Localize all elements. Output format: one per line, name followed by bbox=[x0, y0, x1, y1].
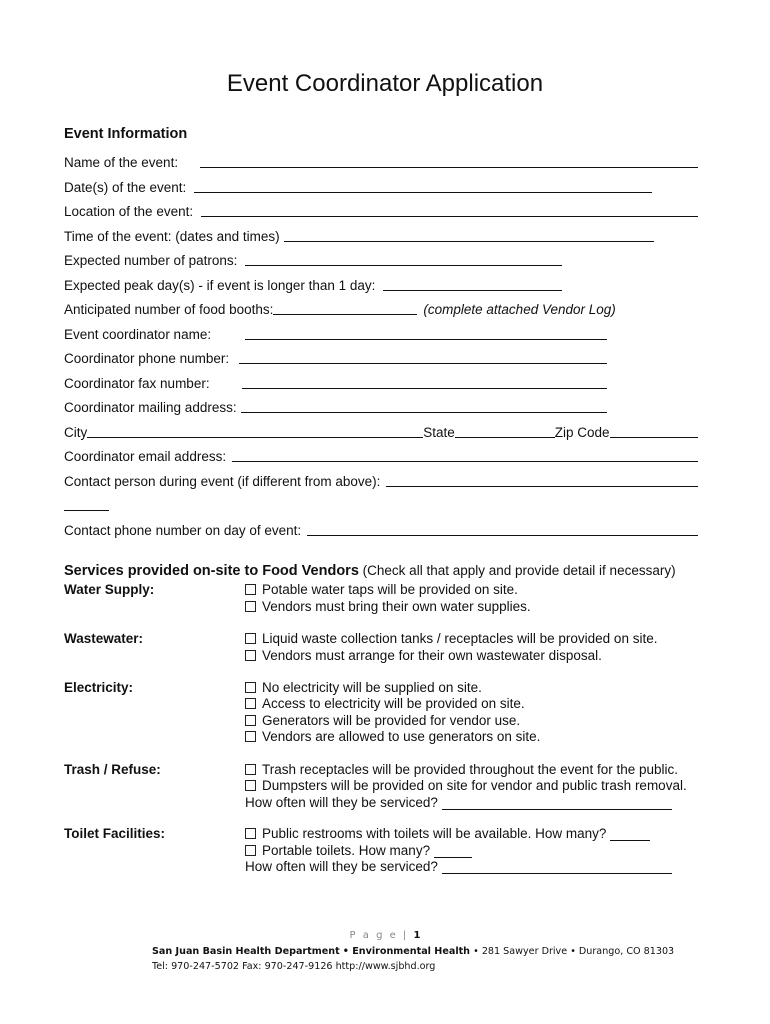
services-heading: Services provided on-site to Food Vendors bbox=[64, 563, 359, 579]
city-label: City bbox=[64, 425, 88, 440]
coordinator-phone-row bbox=[64, 346, 607, 366]
water-option-2[interactable] bbox=[245, 598, 531, 615]
checkbox[interactable] bbox=[245, 633, 256, 644]
services-heading-row bbox=[64, 563, 676, 579]
page-title: Event Coordinator Application bbox=[226, 70, 544, 97]
checkbox[interactable] bbox=[245, 731, 256, 742]
peak-days-row bbox=[64, 273, 562, 293]
wastewater-option-2[interactable] bbox=[245, 647, 602, 664]
event-time-row bbox=[64, 224, 654, 244]
electricity-label: Electricity: bbox=[64, 680, 134, 695]
event-time-field[interactable] bbox=[284, 227, 654, 242]
electricity-option-3[interactable] bbox=[245, 712, 520, 729]
checkbox[interactable] bbox=[245, 780, 256, 791]
contact-phone-field[interactable] bbox=[307, 521, 698, 536]
option-text: Access to electricity will be provided on site. bbox=[262, 696, 525, 711]
toilet-service-row bbox=[245, 858, 672, 875]
page-label: P a g e | bbox=[349, 930, 409, 941]
option-text: Portable toilets. How many? bbox=[262, 843, 431, 858]
option-text: Vendors must arrange for their own wastewater disposal. bbox=[262, 648, 602, 663]
coordinator-email-field[interactable] bbox=[232, 447, 698, 462]
option-text: Liquid waste collection tanks / receptacles will be provided on site. bbox=[262, 631, 658, 646]
event-name-row bbox=[64, 150, 698, 170]
coordinator-fax-label: Coordinator fax number: bbox=[64, 376, 210, 391]
peak-days-label: Expected peak day(s) - if event is longer than 1 day: bbox=[64, 278, 376, 293]
toilet-facilities-label: Toilet Facilities: bbox=[64, 826, 166, 841]
state-label: State bbox=[423, 425, 455, 440]
event-location-label: Location of the event: bbox=[64, 204, 194, 219]
event-dates-field[interactable] bbox=[194, 178, 652, 193]
event-information-heading: Event Information bbox=[64, 126, 188, 142]
trash-service-field[interactable] bbox=[442, 796, 672, 810]
electricity-option-4[interactable] bbox=[245, 728, 540, 745]
coordinator-fax-row bbox=[64, 371, 607, 391]
portable-toilet-count-field[interactable] bbox=[434, 844, 472, 858]
trash-service-row bbox=[245, 794, 672, 811]
water-option-1[interactable] bbox=[245, 581, 518, 598]
contact-person-field[interactable] bbox=[386, 472, 698, 487]
checkbox[interactable] bbox=[245, 698, 256, 709]
coordinator-name-field[interactable] bbox=[245, 325, 607, 340]
toilet-option-1[interactable] bbox=[245, 825, 650, 842]
wastewater-label: Wastewater: bbox=[64, 631, 144, 646]
city-field[interactable] bbox=[87, 423, 423, 438]
coordinator-fax-field[interactable] bbox=[242, 374, 607, 389]
trash-service-question: How often will they be serviced? bbox=[245, 795, 438, 810]
contact-person-label: Contact person during event (if different from above): bbox=[64, 474, 381, 489]
checkbox[interactable] bbox=[245, 845, 256, 856]
checkbox[interactable] bbox=[245, 715, 256, 726]
food-booths-row bbox=[64, 297, 698, 317]
restroom-count-field[interactable] bbox=[610, 827, 650, 841]
coordinator-name-row bbox=[64, 322, 607, 342]
page-number-value: 1 bbox=[413, 930, 421, 941]
option-text: No electricity will be supplied on site. bbox=[262, 680, 482, 695]
event-time-label: Time of the event: (dates and times) bbox=[64, 229, 280, 244]
zip-label: Zip Code bbox=[554, 425, 610, 440]
checkbox[interactable] bbox=[245, 828, 256, 839]
coordinator-email-row bbox=[64, 444, 698, 464]
city-state-zip-row bbox=[64, 420, 698, 440]
patrons-field[interactable] bbox=[245, 251, 562, 266]
food-booths-label: Anticipated number of food booths: bbox=[64, 302, 274, 317]
electricity-option-2[interactable] bbox=[245, 695, 525, 712]
footer-division: Environmental Health bbox=[352, 946, 471, 957]
option-text: Trash receptacles will be provided throughout the event for the public. bbox=[262, 762, 678, 777]
event-dates-row bbox=[64, 175, 652, 195]
event-location-field[interactable] bbox=[201, 202, 698, 217]
water-supply-label: Water Supply: bbox=[64, 582, 155, 597]
option-text: Potable water taps will be provided on site. bbox=[262, 582, 518, 597]
trash-option-1[interactable] bbox=[245, 761, 678, 778]
coordinator-phone-label: Coordinator phone number: bbox=[64, 351, 230, 366]
state-field[interactable] bbox=[455, 423, 555, 438]
footer-contact: Tel: 970-247-5702 Fax: 970-247-9126 http://www.sjbhd.org bbox=[152, 961, 436, 972]
contact-phone-row bbox=[64, 518, 698, 538]
footer-address: 281 Sawyer Drive • Durango, CO 81303 bbox=[481, 946, 675, 957]
toilet-service-field[interactable] bbox=[442, 860, 672, 874]
patrons-label: Expected number of patrons: bbox=[64, 253, 238, 268]
coordinator-phone-field[interactable] bbox=[239, 349, 607, 364]
food-booths-field[interactable] bbox=[273, 300, 417, 315]
peak-days-field[interactable] bbox=[383, 276, 562, 291]
toilet-option-2[interactable] bbox=[245, 842, 472, 859]
coordinator-mailing-label: Coordinator mailing address: bbox=[64, 400, 237, 415]
page-footer bbox=[0, 930, 770, 972]
event-dates-label: Date(s) of the event: bbox=[64, 180, 187, 195]
checkbox[interactable] bbox=[245, 764, 256, 775]
option-text: Generators will be provided for vendor use. bbox=[262, 713, 521, 728]
trash-label: Trash / Refuse: bbox=[64, 762, 161, 777]
option-text: Vendors must bring their own water supplies. bbox=[262, 599, 531, 614]
vendor-log-note: (complete attached Vendor Log) bbox=[423, 302, 616, 317]
event-name-label: Name of the event: bbox=[64, 155, 179, 170]
footer-org-line: San Juan Basin Health Department • Environmental Health • 281 Sawyer Drive • Durango, CO 81303 bbox=[152, 946, 675, 957]
coordinator-email-label: Coordinator email address: bbox=[64, 449, 227, 464]
coordinator-mailing-row bbox=[64, 395, 607, 415]
coordinator-mailing-field[interactable] bbox=[241, 398, 607, 413]
wastewater-option-1[interactable] bbox=[245, 630, 657, 647]
coordinator-name-label: Event coordinator name: bbox=[64, 327, 212, 342]
checkbox[interactable] bbox=[245, 584, 256, 595]
services-heading-note: (Check all that apply and provide detail if necessary) bbox=[362, 563, 676, 578]
zip-field[interactable] bbox=[610, 423, 698, 438]
option-text: Dumpsters will be provided on site for vendor and public trash removal. bbox=[262, 778, 687, 793]
option-text: Vendors are allowed to use generators on site. bbox=[262, 729, 541, 744]
footer-org: San Juan Basin Health Department bbox=[152, 946, 340, 957]
trash-option-2[interactable] bbox=[245, 777, 687, 794]
checkbox[interactable] bbox=[245, 682, 256, 693]
electricity-option-1[interactable] bbox=[245, 679, 482, 696]
event-name-field[interactable] bbox=[200, 153, 698, 168]
page-number bbox=[0, 930, 770, 941]
contact-person-field-continued[interactable] bbox=[64, 510, 109, 511]
contact-person-row bbox=[64, 469, 698, 489]
toilet-service-question: How often will they be serviced? bbox=[245, 859, 438, 874]
event-location-row bbox=[64, 199, 698, 219]
option-text: Public restrooms with toilets will be available. How many? bbox=[262, 826, 607, 841]
patrons-row bbox=[64, 248, 562, 268]
contact-phone-label: Contact phone number on day of event: bbox=[64, 523, 302, 538]
checkbox[interactable] bbox=[245, 650, 256, 661]
checkbox[interactable] bbox=[245, 601, 256, 612]
